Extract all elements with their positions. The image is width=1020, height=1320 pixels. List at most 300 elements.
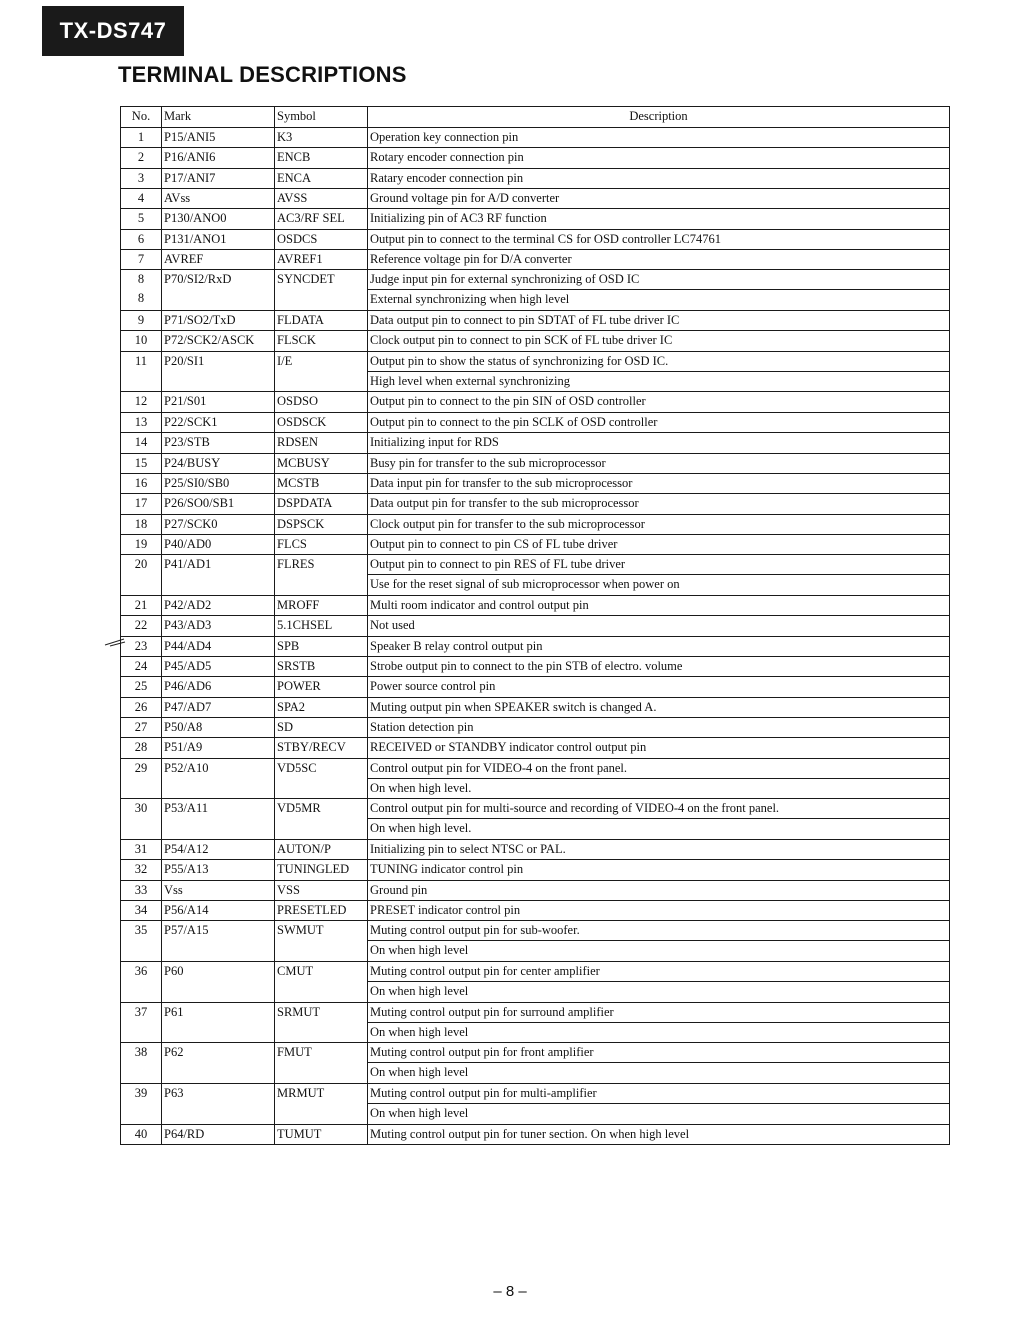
pin-number-text: 21 <box>134 597 148 612</box>
table-header-row <box>121 107 950 128</box>
pin-symbol: SRSTB <box>275 656 368 676</box>
description-line: Use for the reset signal of sub microprocessor when power on <box>368 574 949 594</box>
pin-number <box>121 799 162 840</box>
pin-mark: AVREF <box>162 250 275 270</box>
description-line: Output pin to connect to the terminal CS for OSD controller LC74761 <box>370 231 721 246</box>
table-row <box>121 392 950 412</box>
pin-number-text: 22 <box>134 618 148 633</box>
pin-number <box>121 189 162 209</box>
pin-description <box>368 453 950 473</box>
pin-mark: P130/ANO0 <box>162 209 275 229</box>
pin-mark: P42/AD2 <box>162 595 275 615</box>
pin-symbol: PRESETLED <box>275 901 368 921</box>
pin-description <box>368 514 950 534</box>
pin-number-text: 27 <box>134 719 148 734</box>
description-line: Output pin to connect to the pin SCLK of OSD controller <box>370 414 658 429</box>
pin-mark: P64/RD <box>162 1124 275 1144</box>
table-row <box>121 758 950 799</box>
pin-description <box>368 901 950 921</box>
table-row <box>121 860 950 880</box>
pin-symbol: AVREF1 <box>275 250 368 270</box>
pin-number-text: 9 <box>137 313 145 328</box>
table-row <box>121 453 950 473</box>
table-row <box>121 250 950 270</box>
description-line: Muting control output pin for sub-woofer. <box>370 923 580 938</box>
pin-number <box>121 250 162 270</box>
pin-symbol: POWER <box>275 677 368 697</box>
table-row <box>121 514 950 534</box>
description-line: Operation key connection pin <box>370 130 519 144</box>
pin-number-text: 6 <box>137 231 145 246</box>
terminal-rows <box>121 128 950 1145</box>
table-row <box>121 209 950 229</box>
pin-number <box>121 555 162 596</box>
pin-mark: P41/AD1 <box>162 555 275 596</box>
pin-description <box>368 636 950 656</box>
table-row <box>121 128 950 148</box>
column-header-no: No. <box>121 107 162 128</box>
pin-mark: P55/A13 <box>162 860 275 880</box>
pin-description <box>368 473 950 493</box>
table-row <box>121 1043 950 1084</box>
pin-symbol: FLRES <box>275 555 368 596</box>
pin-symbol: MCBUSY <box>275 453 368 473</box>
pin-number <box>121 880 162 900</box>
table-row <box>121 331 950 351</box>
pin-number <box>121 514 162 534</box>
pin-number <box>121 860 162 880</box>
pin-number-text: 8 <box>137 272 145 287</box>
description-line: Multi room indicator and control output pin <box>370 597 589 612</box>
pin-number-text: 11 <box>134 353 148 368</box>
description-line: Output pin to show the status of synchronizing for OSD IC. <box>370 353 669 368</box>
pin-mark: P50/A8 <box>162 717 275 737</box>
pin-mark: AVss <box>162 189 275 209</box>
pin-number-text: 7 <box>137 252 145 267</box>
table-row <box>121 534 950 554</box>
pin-number-text: 24 <box>134 658 148 673</box>
pin-description <box>368 758 950 799</box>
pin-description <box>368 840 950 860</box>
pin-symbol: MRMUT <box>275 1084 368 1125</box>
pin-number <box>121 962 162 1003</box>
pin-symbol: MROFF <box>275 595 368 615</box>
description-line: On when high level <box>368 940 949 960</box>
table-row <box>121 1124 950 1144</box>
pin-mark: P17/ANI7 <box>162 168 275 188</box>
pin-description <box>368 738 950 758</box>
table-row <box>121 656 950 676</box>
terminal-table <box>120 106 950 1145</box>
pin-number-text: 28 <box>134 740 148 755</box>
pin-description <box>368 128 950 148</box>
pin-number <box>121 128 162 148</box>
pin-symbol: STBY/RECV <box>275 738 368 758</box>
pin-description <box>368 351 950 392</box>
pin-number <box>121 229 162 249</box>
description-line: Clock output pin for transfer to the sub microprocessor <box>370 516 645 531</box>
description-line: Control output pin for multi-source and recording of VIDEO-4 on the front panel. <box>370 801 780 816</box>
pin-number-text: 10 <box>134 333 148 348</box>
page-title: TERMINAL DESCRIPTIONS <box>118 62 407 87</box>
description-line: Muting control output pin for front amplifier <box>370 1045 594 1060</box>
pin-description <box>368 677 950 697</box>
table-row <box>121 148 950 168</box>
pin-number <box>121 168 162 188</box>
pin-symbol: DSPSCK <box>275 514 368 534</box>
description-line: Clock output pin to connect to pin SCK of FL tube driver IC <box>370 333 673 348</box>
pin-number-text: 29 <box>134 760 148 775</box>
description-line: Data output pin to connect to pin SDTAT of FL tube driver IC <box>370 313 680 328</box>
description-line: High level when external synchronizing <box>368 371 949 391</box>
pin-number <box>121 270 162 311</box>
pin-number <box>121 636 162 656</box>
pin-number <box>121 351 162 392</box>
column-header-description: Description <box>368 107 950 128</box>
table-row <box>121 616 950 636</box>
pin-number <box>121 534 162 554</box>
pin-number-text: 23 <box>134 638 148 653</box>
pin-description <box>368 270 950 311</box>
pin-number <box>121 758 162 799</box>
pin-description <box>368 656 950 676</box>
description-line: Muting control output pin for tuner section. On when high level <box>370 1126 690 1141</box>
pin-description <box>368 595 950 615</box>
pin-symbol: ENCA <box>275 168 368 188</box>
pin-number-text: 34 <box>134 903 148 918</box>
pin-number <box>121 921 162 962</box>
pin-number-text: 5 <box>137 211 145 226</box>
pin-description <box>368 534 950 554</box>
pin-mark: P131/ANO1 <box>162 229 275 249</box>
description-line: PRESET indicator control pin <box>370 903 521 918</box>
pin-mark: P21/S01 <box>162 392 275 412</box>
pin-mark: P70/SI2/RxD <box>162 270 275 311</box>
table-row <box>121 494 950 514</box>
description-line: Initializing input for RDS <box>370 435 499 450</box>
table-row <box>121 799 950 840</box>
pin-symbol: ENCB <box>275 148 368 168</box>
pin-number-text: 40 <box>134 1126 148 1141</box>
pin-symbol: K3 <box>275 128 368 148</box>
pin-mark: Vss <box>162 880 275 900</box>
pin-mark: P16/ANI6 <box>162 148 275 168</box>
pin-symbol: SRMUT <box>275 1002 368 1043</box>
description-line: Initializing pin to select NTSC or PAL. <box>370 842 566 857</box>
table-row <box>121 270 950 311</box>
pin-number <box>121 1124 162 1144</box>
description-line: Power source control pin <box>370 679 496 694</box>
pin-number <box>121 717 162 737</box>
pin-mark: P60 <box>162 962 275 1003</box>
pin-number-text: 1 <box>137 130 145 144</box>
table-row <box>121 189 950 209</box>
description-line: Station detection pin <box>370 719 474 734</box>
pin-number-text: 13 <box>134 414 148 429</box>
pin-symbol: SYNCDET <box>275 270 368 311</box>
pin-mark: P45/AD5 <box>162 656 275 676</box>
pin-number <box>121 677 162 697</box>
pin-number-text: 39 <box>134 1086 148 1101</box>
pin-number-text: 38 <box>134 1045 148 1060</box>
description-line: Control output pin for VIDEO-4 on the front panel. <box>370 760 628 775</box>
table-row <box>121 901 950 921</box>
pin-number <box>121 697 162 717</box>
pin-mark: P40/AD0 <box>162 534 275 554</box>
pin-symbol: 5.1CHSEL <box>275 616 368 636</box>
description-line: On when high level. <box>368 778 949 798</box>
pin-symbol: RDSEN <box>275 433 368 453</box>
table-row <box>121 1084 950 1125</box>
description-line: Initializing pin of AC3 RF function <box>370 211 547 226</box>
pin-description <box>368 1043 950 1084</box>
pin-symbol: I/E <box>275 351 368 392</box>
pin-description <box>368 616 950 636</box>
description-line: Reference voltage pin for D/A converter <box>370 252 572 267</box>
pin-number <box>121 494 162 514</box>
pin-mark: P43/AD3 <box>162 616 275 636</box>
pin-symbol: VD5SC <box>275 758 368 799</box>
table-row <box>121 636 950 656</box>
pin-symbol: SD <box>275 717 368 737</box>
table-row <box>121 595 950 615</box>
description-line: Data input pin for transfer to the sub microprocessor <box>370 475 633 490</box>
pin-mark: P22/SCK1 <box>162 412 275 432</box>
pin-symbol: AC3/RF SEL <box>275 209 368 229</box>
description-line: Ground voltage pin for A/D converter <box>370 191 560 206</box>
pin-number-text: 12 <box>134 394 148 409</box>
pin-number-text: 18 <box>134 516 148 531</box>
pin-description <box>368 860 950 880</box>
description-line: Output pin to connect to pin CS of FL tube driver <box>370 536 618 551</box>
table-row <box>121 717 950 737</box>
pin-symbol: FLCS <box>275 534 368 554</box>
table-row <box>121 697 950 717</box>
pin-mark: P26/SO0/SB1 <box>162 494 275 514</box>
description-line: Judge input pin for external synchronizing of OSD IC <box>370 272 640 287</box>
pin-description <box>368 331 950 351</box>
table-row <box>121 229 950 249</box>
pin-number-text: 14 <box>134 435 148 450</box>
pin-symbol: SPB <box>275 636 368 656</box>
pin-description <box>368 189 950 209</box>
pin-symbol: OSDCS <box>275 229 368 249</box>
description-line: Muting control output pin for multi-amplifier <box>370 1086 597 1101</box>
pin-number-text: 33 <box>134 882 148 897</box>
pin-symbol: AUTON/P <box>275 840 368 860</box>
column-header-mark: Mark <box>162 107 275 128</box>
pin-symbol: FLSCK <box>275 331 368 351</box>
pin-description <box>368 412 950 432</box>
pin-number <box>121 1002 162 1043</box>
pin-description <box>368 250 950 270</box>
description-line: Busy pin for transfer to the sub microprocessor <box>370 455 606 470</box>
table-row <box>121 840 950 860</box>
pin-symbol: TUNINGLED <box>275 860 368 880</box>
pin-number <box>121 473 162 493</box>
description-line: On when high level <box>368 1103 949 1123</box>
pin-mark: P25/SI0/SB0 <box>162 473 275 493</box>
pin-description <box>368 148 950 168</box>
table-row <box>121 311 950 331</box>
description-line: On when high level. <box>368 818 949 838</box>
pin-number-text: 4 <box>137 191 145 206</box>
pin-mark: P51/A9 <box>162 738 275 758</box>
table-row <box>121 1002 950 1043</box>
pin-number <box>121 392 162 412</box>
pin-symbol: DSPDATA <box>275 494 368 514</box>
table-row <box>121 738 950 758</box>
pin-mark: P72/SCK2/ASCK <box>162 331 275 351</box>
pin-number <box>121 738 162 758</box>
pin-description <box>368 880 950 900</box>
description-line: On when high level <box>368 981 949 1001</box>
pin-number <box>121 331 162 351</box>
table-row <box>121 351 950 392</box>
pin-symbol: SWMUT <box>275 921 368 962</box>
pin-number <box>121 595 162 615</box>
pin-description <box>368 1002 950 1043</box>
pin-number-text: 15 <box>134 455 148 470</box>
pin-mark: P20/SI1 <box>162 351 275 392</box>
pin-number <box>121 209 162 229</box>
pin-number-text: 8 <box>137 291 145 306</box>
pin-symbol: MCSTB <box>275 473 368 493</box>
pin-number <box>121 840 162 860</box>
pin-number <box>121 616 162 636</box>
description-line: External synchronizing when high level <box>368 289 949 309</box>
pin-symbol: AVSS <box>275 189 368 209</box>
table-row <box>121 921 950 962</box>
pin-number <box>121 412 162 432</box>
pin-number <box>121 656 162 676</box>
pin-mark: P46/AD6 <box>162 677 275 697</box>
pin-number-text: 19 <box>134 536 148 551</box>
pin-description <box>368 311 950 331</box>
description-line: On when high level <box>368 1062 949 1082</box>
pin-symbol: FLDATA <box>275 311 368 331</box>
pin-mark: P23/STB <box>162 433 275 453</box>
pin-number-text: 16 <box>134 475 148 490</box>
pin-number-text: 35 <box>134 923 148 938</box>
pin-description <box>368 494 950 514</box>
table-row <box>121 433 950 453</box>
pin-symbol: VD5MR <box>275 799 368 840</box>
pin-mark: P15/ANI5 <box>162 128 275 148</box>
pin-mark: P54/A12 <box>162 840 275 860</box>
pin-number-text: 3 <box>137 170 145 185</box>
pin-number-text: 2 <box>137 150 145 165</box>
pin-symbol: VSS <box>275 880 368 900</box>
page-number: – 8 – <box>493 1283 527 1300</box>
pin-symbol: FMUT <box>275 1043 368 1084</box>
description-line: Muting control output pin for surround amplifier <box>370 1004 614 1019</box>
pin-number <box>121 1084 162 1125</box>
pin-description <box>368 229 950 249</box>
pin-number-text: 37 <box>134 1004 148 1019</box>
table-row <box>121 412 950 432</box>
pin-number-text: 20 <box>134 557 148 572</box>
pin-symbol: TUMUT <box>275 1124 368 1144</box>
description-line: Ratary encoder connection pin <box>370 170 524 185</box>
pin-description <box>368 697 950 717</box>
pin-number <box>121 148 162 168</box>
table-row <box>121 677 950 697</box>
pin-number-text: 25 <box>134 679 148 694</box>
table-row <box>121 962 950 1003</box>
pin-number <box>121 453 162 473</box>
pin-mark: P63 <box>162 1084 275 1125</box>
description-line: Strobe output pin to connect to the pin STB of electro. volume <box>370 658 683 673</box>
pin-mark: P61 <box>162 1002 275 1043</box>
description-line: Data output pin for transfer to the sub microprocessor <box>370 496 639 511</box>
pin-description <box>368 1084 950 1125</box>
pin-mark: P71/SO2/TxD <box>162 311 275 331</box>
pin-symbol: OSDSO <box>275 392 368 412</box>
pin-description <box>368 168 950 188</box>
description-line: TUNING indicator control pin <box>370 862 524 877</box>
description-line: Rotary encoder connection pin <box>370 150 524 165</box>
pin-description <box>368 962 950 1003</box>
table-row <box>121 473 950 493</box>
pin-number <box>121 1043 162 1084</box>
pin-description <box>368 717 950 737</box>
description-line: RECEIVED or STANDBY indicator control output pin <box>370 740 647 755</box>
column-header-symbol: Symbol <box>275 107 368 128</box>
description-line: Output pin to connect to the pin SIN of OSD controller <box>370 394 646 409</box>
pin-description <box>368 799 950 840</box>
table-row <box>121 880 950 900</box>
pin-description <box>368 392 950 412</box>
pin-number-text: 26 <box>134 699 148 714</box>
pin-number-text: 32 <box>134 862 148 877</box>
pin-mark: P27/SCK0 <box>162 514 275 534</box>
pin-number-text: 31 <box>134 842 148 857</box>
pin-number <box>121 311 162 331</box>
pin-mark: P56/A14 <box>162 901 275 921</box>
description-line: Ground pin <box>370 882 428 897</box>
table-row <box>121 555 950 596</box>
pin-symbol: SPA2 <box>275 697 368 717</box>
pin-mark: P47/AD7 <box>162 697 275 717</box>
pin-mark: P52/A10 <box>162 758 275 799</box>
table-row <box>121 168 950 188</box>
description-line: Muting control output pin for center amplifier <box>370 964 600 979</box>
pin-number <box>121 433 162 453</box>
pin-mark: P24/BUSY <box>162 453 275 473</box>
pin-mark: P57/A15 <box>162 921 275 962</box>
description-line: Muting output pin when SPEAKER switch is changed A. <box>370 699 657 714</box>
pin-number <box>121 901 162 921</box>
pin-mark: P62 <box>162 1043 275 1084</box>
model-badge: TX-DS747 <box>42 6 184 56</box>
pin-number-text: 36 <box>134 964 148 979</box>
pin-mark: P44/AD4 <box>162 636 275 656</box>
description-line: Speaker B relay control output pin <box>370 638 543 653</box>
description-line: Output pin to connect to pin RES of FL tube driver <box>370 557 626 572</box>
pin-description <box>368 555 950 596</box>
pin-description <box>368 433 950 453</box>
pin-number-text: 17 <box>134 496 148 511</box>
pin-number-text: 30 <box>134 801 148 816</box>
pin-symbol: OSDSCK <box>275 412 368 432</box>
description-line: Not used <box>370 618 415 633</box>
pin-description <box>368 209 950 229</box>
pin-mark: P53/A11 <box>162 799 275 840</box>
pin-description <box>368 921 950 962</box>
pin-description <box>368 1124 950 1144</box>
pin-symbol: CMUT <box>275 962 368 1003</box>
